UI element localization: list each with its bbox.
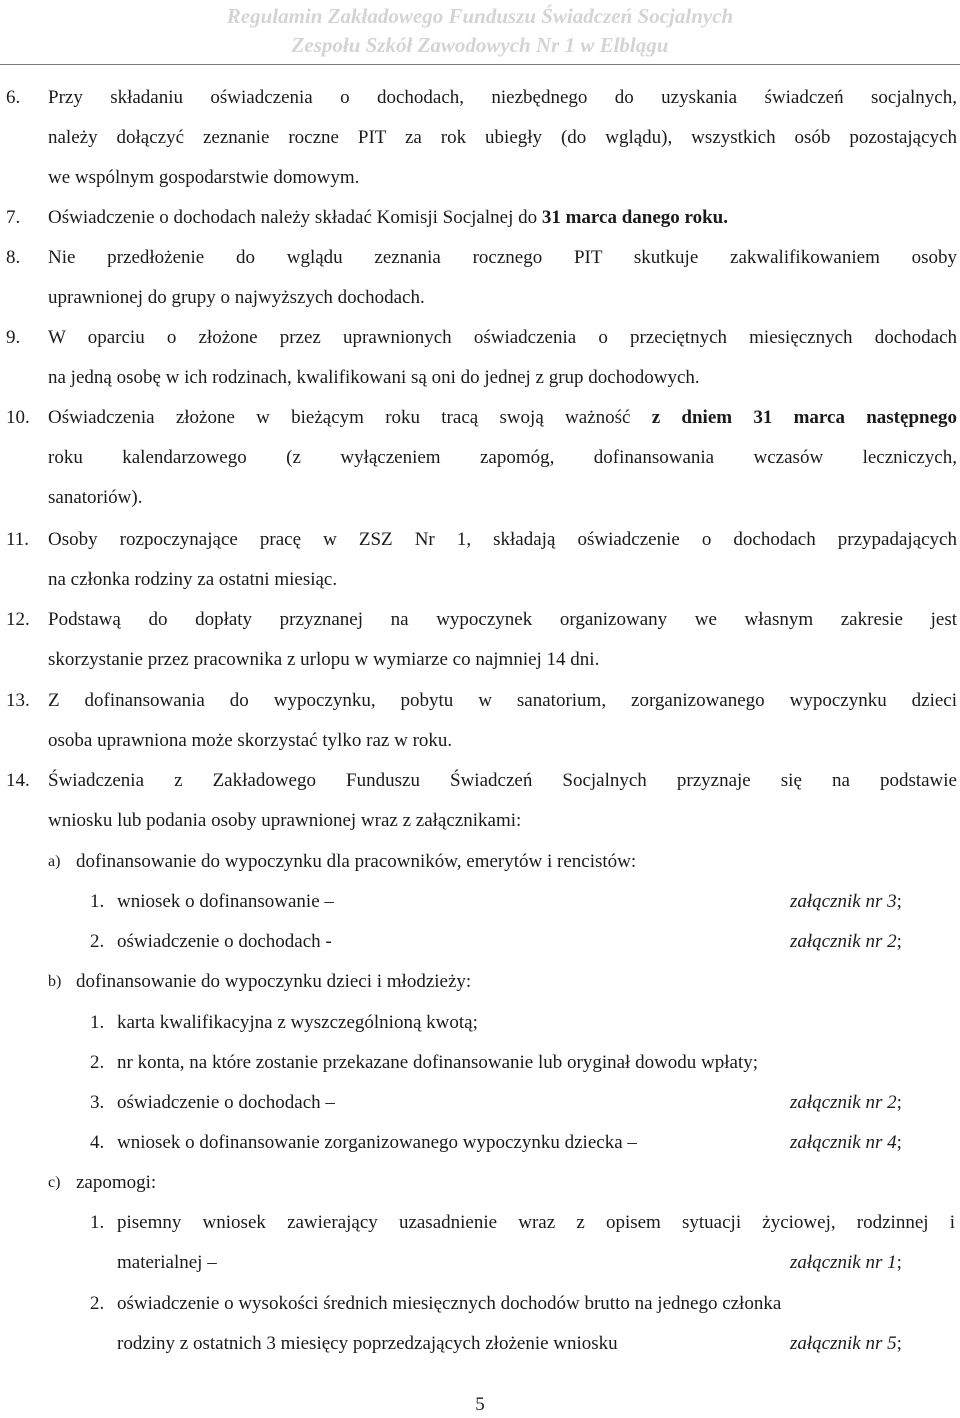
item-number-10: 10. <box>6 407 30 428</box>
sub-c-1-line-1: pisemny wniosek zawierający uzasadnienie wraz z opisem sytuacji życiowej, rodzinnej i <box>117 1212 955 1233</box>
attachment-ref: załącznik nr 5 <box>790 1333 897 1354</box>
semicolon: ; <box>896 1333 902 1354</box>
sub-c-1-number: 1. <box>90 1212 105 1233</box>
item-10-line-3: sanatoriów). <box>48 487 143 508</box>
sub-b-3-attachment <box>790 1090 902 1116</box>
item-13-line-1: Z dofinansowania do wypoczynku, pobytu w sanatorium, zorganizowanego wypoczynku dzieci <box>48 690 957 711</box>
item-13-line-2: osoba uprawniona może skorzystać tylko raz w roku. <box>48 730 453 751</box>
sub-a-2-number: 2. <box>90 931 105 952</box>
sub-a-1-text: wniosek o dofinansowanie – <box>117 891 334 912</box>
sub-b-1-text: karta kwalifikacyjna z wyszczególnioną kwotą; <box>117 1012 478 1033</box>
attachment-ref: załącznik nr 4 <box>790 1132 897 1153</box>
sub-c-1-attachment <box>790 1250 902 1276</box>
item-number-14: 14. <box>6 770 30 791</box>
item-number-12: 12. <box>6 609 30 630</box>
item-number-8: 8. <box>6 247 21 268</box>
item-11-line-2: na członka rodziny za ostatni miesiąc. <box>48 569 338 590</box>
item-14-line-2: wniosku lub podania osoby uprawnionej wraz z załącznikami: <box>48 810 522 831</box>
item-7-text: Oświadczenie o dochodach należy składać Komisji Socjalnej do <box>48 207 542 228</box>
sub-b-1-number: 1. <box>90 1012 105 1033</box>
item-8-line-1: Nie przedłożenie do wglądu zeznania rocznego PIT skutkuje zakwalifikowaniem osoby <box>48 247 957 268</box>
attachment-ref: załącznik nr 1 <box>790 1252 897 1273</box>
semicolon: ; <box>896 891 902 912</box>
sub-a-1-number: 1. <box>90 891 105 912</box>
item-10-line-1 <box>48 405 957 431</box>
sub-b-3-number: 3. <box>90 1092 105 1113</box>
header-title-line-2: Zespołu Szkół Zawodowych Nr 1 w Elblągu <box>291 33 669 57</box>
sub-c-letter: c) <box>48 1174 61 1191</box>
sub-b-4-text: wniosek o dofinansowanie zorganizowanego wypoczynku dziecka – <box>117 1132 637 1153</box>
sub-b-2-text: nr konta, na które zostanie przekazane dofinansowanie lub oryginał dowodu wpłaty; <box>117 1052 759 1073</box>
semicolon: ; <box>896 931 902 952</box>
item-7-deadline: 31 marca danego roku. <box>541 207 728 228</box>
sub-b-text: dofinansowanie do wypoczynku dzieci i młodzieży: <box>76 971 472 992</box>
semicolon: ; <box>896 1252 902 1273</box>
sub-b-letter: b) <box>48 973 62 990</box>
item-number-11: 11. <box>6 529 30 550</box>
semicolon: ; <box>896 1092 902 1113</box>
sub-c-2-number: 2. <box>90 1293 105 1314</box>
item-7-line-1 <box>48 205 957 231</box>
sub-a-letter: a) <box>48 853 61 870</box>
header-title-line-1: Regulamin Zakładowego Funduszu Świadczeń Socjalnych <box>226 4 734 28</box>
sub-c-text: zapomogi: <box>76 1172 157 1193</box>
item-6-line-3: we wspólnym gospodarstwie domowym. <box>48 167 360 188</box>
sub-b-2-number: 2. <box>90 1052 105 1073</box>
sub-b-4-number: 4. <box>90 1132 105 1153</box>
item-number-9: 9. <box>6 327 21 348</box>
sub-a-2-attachment <box>790 929 902 955</box>
sub-c-2-line-1: oświadczenie o wysokości średnich miesięcznych dochodów brutto na jednego członka <box>117 1293 782 1314</box>
item-12-line-2: skorzystanie przez pracownika z urlopu w wymiarze co najmniej 14 dni. <box>48 649 600 670</box>
item-12-line-1: Podstawą do dopłaty przyznanej na wypoczynek organizowany we własnym zakresie jest <box>48 609 957 630</box>
sub-c-1-line-2: materialnej – <box>117 1252 217 1273</box>
page-number: 5 <box>475 1394 485 1415</box>
attachment-ref: załącznik nr 2 <box>790 1092 897 1113</box>
sub-a-2-text: oświadczenie o dochodach - <box>117 931 332 952</box>
item-14-line-1: Świadczenia z Zakładowego Funduszu Świadczeń Socjalnych przyznaje się na podstawie <box>48 770 957 791</box>
semicolon: ; <box>896 1132 902 1153</box>
item-number-13: 13. <box>6 690 30 711</box>
item-6-line-2: należy dołączyć zeznanie roczne PIT za rok ubiegły (do wglądu), wszystkich osób pozostających <box>48 127 957 148</box>
item-9-line-1: W oparciu o złożone przez uprawnionych oświadczenia o przeciętnych miesięcznych dochodach <box>48 327 957 348</box>
item-11-line-1: Osoby rozpoczynające pracę w ZSZ Nr 1, składają oświadczenie o dochodach przypadających <box>48 529 957 550</box>
item-number-7: 7. <box>6 207 21 228</box>
header-rule <box>0 64 960 65</box>
sub-c-2-attachment <box>790 1331 902 1357</box>
item-6-line-1: Przy składaniu oświadczenia o dochodach, niezbędnego do uzyskania świadczeń socjalnych, <box>48 87 957 108</box>
item-10-deadline: z dniem 31 marca następnego <box>651 407 958 428</box>
sub-a-1-attachment <box>790 889 902 915</box>
sub-a-text: dofinansowanie do wypoczynku dla pracowników, emerytów i rencistów: <box>76 851 637 872</box>
item-8-line-2: uprawnionej do grupy o najwyższych dochodach. <box>48 287 425 308</box>
item-number-6: 6. <box>6 87 21 108</box>
item-10-text: Oświadczenia złożone w bieżącym roku tracą swoją ważność <box>48 407 652 428</box>
attachment-ref: załącznik nr 2 <box>790 931 897 952</box>
sub-b-3-text: oświadczenie o dochodach – <box>117 1092 335 1113</box>
sub-c-2-line-2: rodziny z ostatnich 3 miesięcy poprzedzających złożenie wniosku <box>117 1333 618 1354</box>
attachment-ref: załącznik nr 3 <box>790 891 897 912</box>
sub-b-4-attachment <box>790 1130 902 1156</box>
item-9-line-2: na jedną osobę w ich rodzinach, kwalifikowani są oni do jednej z grup dochodowych. <box>48 367 700 388</box>
item-10-line-2: roku kalendarzowego (z wyłączeniem zapomóg, dofinansowania wczasów leczniczych, <box>48 447 957 468</box>
